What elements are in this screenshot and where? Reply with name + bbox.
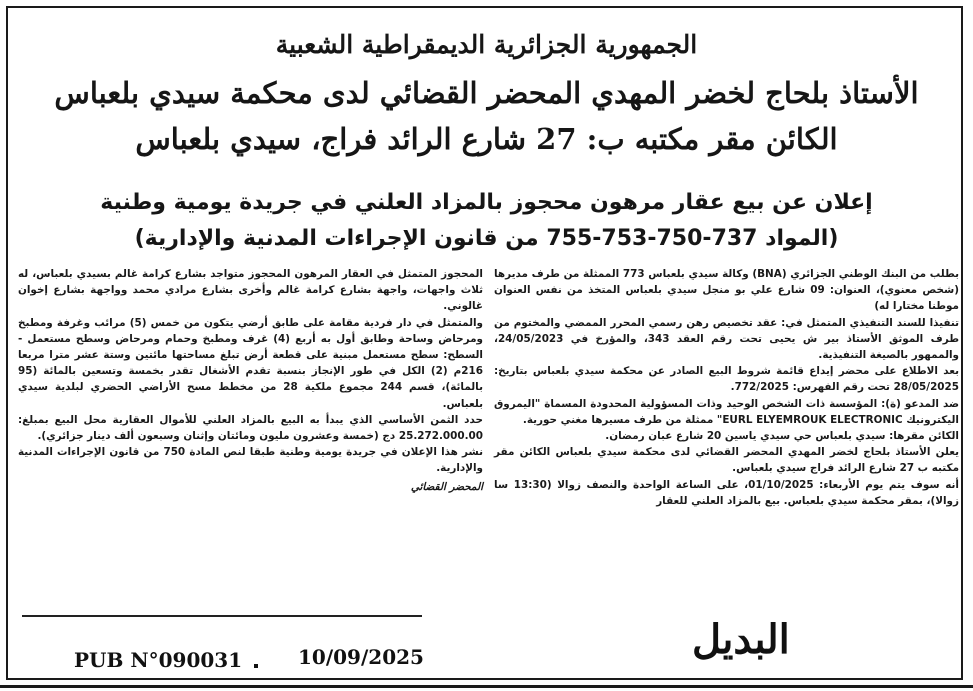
paragraph-publication: نشر هذا الإعلان في جريدة يومية وطنية طبقا لنص المادة 750 من قانون الإجراءات المدنية والإدارية. bbox=[18, 446, 483, 475]
paragraph-property-description: والمتمثل في دار فردية مقامة على طابق أرضي يتكون من خمس (5) مرائب وغرفة ومطبخ ومرحاض وساحة وطابق أول به أربع (4) غرف ومطبخ وحمام ومرحاض وسطح مستعمل - السطح: سطح مستعمل مبنية على قطعة أرض تبلغ مساحتها مائتين وستة عشر مترا مربعا 216م (2) الكل في طور الإنجاز بنسبة تقدم الأشغال تقدر بخمسة وتسعين بالمائة (95 بالمائة)، قسم 244 مجموع ملكية 28 من مخطط مسح الأراضي الحضري لبلدية سيدي بلعباس. bbox=[18, 316, 483, 410]
paragraph-defendant-address: الكائن مقرها: سيدي بلعباس حي سيدي ياسين 20 شارع عبان رمضان. bbox=[605, 430, 959, 443]
paragraph-requester: بطلب من البنك الوطني الجزائري (BNA) وكالة سيدي بلعباس 773 الممثلة من طرف مديرها (شخص معنوي)، العنوان: 09 شارع علي بو منجل سيدي بلعباس المتخذ من نفس العنوان موطنا مختارا له) bbox=[494, 268, 959, 313]
republic-header: الجمهورية الجزائرية الديمقراطية الشعبية bbox=[275, 30, 698, 59]
paragraph-sale-date: أنه سوف يتم يوم الأربعاء: 01/10/2025، على الساعة الواحدة والنصف زوالا (13:30 سا زوالا)، بمقر محكمة سيدي بلعباس. بيع بالمزاد العلني للعقار bbox=[494, 478, 959, 507]
separator-dot bbox=[254, 664, 258, 668]
office-address: الكائن مقر مكتبه ب: 27 شارع الرائد فراج، سيدي بلعباس bbox=[135, 122, 838, 156]
paragraph-property-location: المحجوز المتمثل في العقار المرهون المحجوز متواجد بشارع كرامة غالم بسيدي بلعباس، له ثلاث واجهات، واجهة بشارع كرامة غالم وأخرى بشارع مرادي محمد وواجهة بشارع إخوان غالوني. bbox=[18, 268, 483, 313]
paragraph-conditions: بعد الاطلاع على محضر إيداع قائمة شروط البيع الصادر عن محكمة سيدي بلعباس بتاريخ: 28/05/2025 تحت رقم الفهرس: 772/2025. bbox=[494, 365, 959, 394]
newspaper-name: البديل bbox=[692, 616, 790, 663]
footer-divider bbox=[22, 615, 422, 617]
publication-date: 10/09/2025 bbox=[298, 645, 424, 669]
paragraph-base-price: حدد الثمن الأساسي الذي يبدأ به البيع بالمزاد العلني للأموال العقارية محل البيع بمبلغ: 25.272.000.00 دج (خمسة وعشرون مليون ومائتان وإثنان وسبعون ألف دينار جزائري). bbox=[18, 413, 483, 443]
paragraph-enforcement: تنفيذا للسند التنفيذي المتمثل في: عقد تخصيص رهن رسمي المحرر الممضي والمختوم من طرف الموثق الأستاذ بير ش يحيى تحت رقم العقد 343، والمؤرخ في 24/05/2023، والممهور بالصيغة التنفيذية. bbox=[494, 316, 959, 362]
bottom-rule bbox=[0, 685, 973, 688]
paragraph-announcer: يعلن الأستاذ بلحاج لخضر المهدي المحضر القضائي لدى محكمة سيدي بلعباس الكائن مقر مكتبه ب 27 شارع الرائد فراج سيدي بلعباس. bbox=[494, 446, 959, 475]
paragraph-defendant: ضد المدعو (ة): المؤسسة ذات الشخص الوحيد وذات المسؤولية المحدودة المسماة "اليمروق اليكترونيك EURL ELYEMROUK ELECTRONIC" ممثلة من طرف مسيرها مغني حورية. bbox=[494, 397, 959, 426]
announcement-title: إعلان عن بيع عقار مرهون محجوز بالمزاد العلني في جريدة يومية وطنية bbox=[100, 190, 873, 215]
bailiff-signature: المحضر القضائي bbox=[410, 480, 483, 493]
left-text-column bbox=[18, 266, 483, 495]
bailiff-name: الأستاذ بلحاج لخضر المهدي المحضر القضائي لدى محكمة سيدي بلعباس bbox=[54, 76, 919, 110]
pub-number: PUB N°090031 bbox=[74, 648, 243, 672]
right-text-column bbox=[494, 266, 959, 509]
legal-articles: (المواد 737-750-753-755 من قانون الإجراءات المدنية والإدارية) bbox=[134, 226, 839, 251]
